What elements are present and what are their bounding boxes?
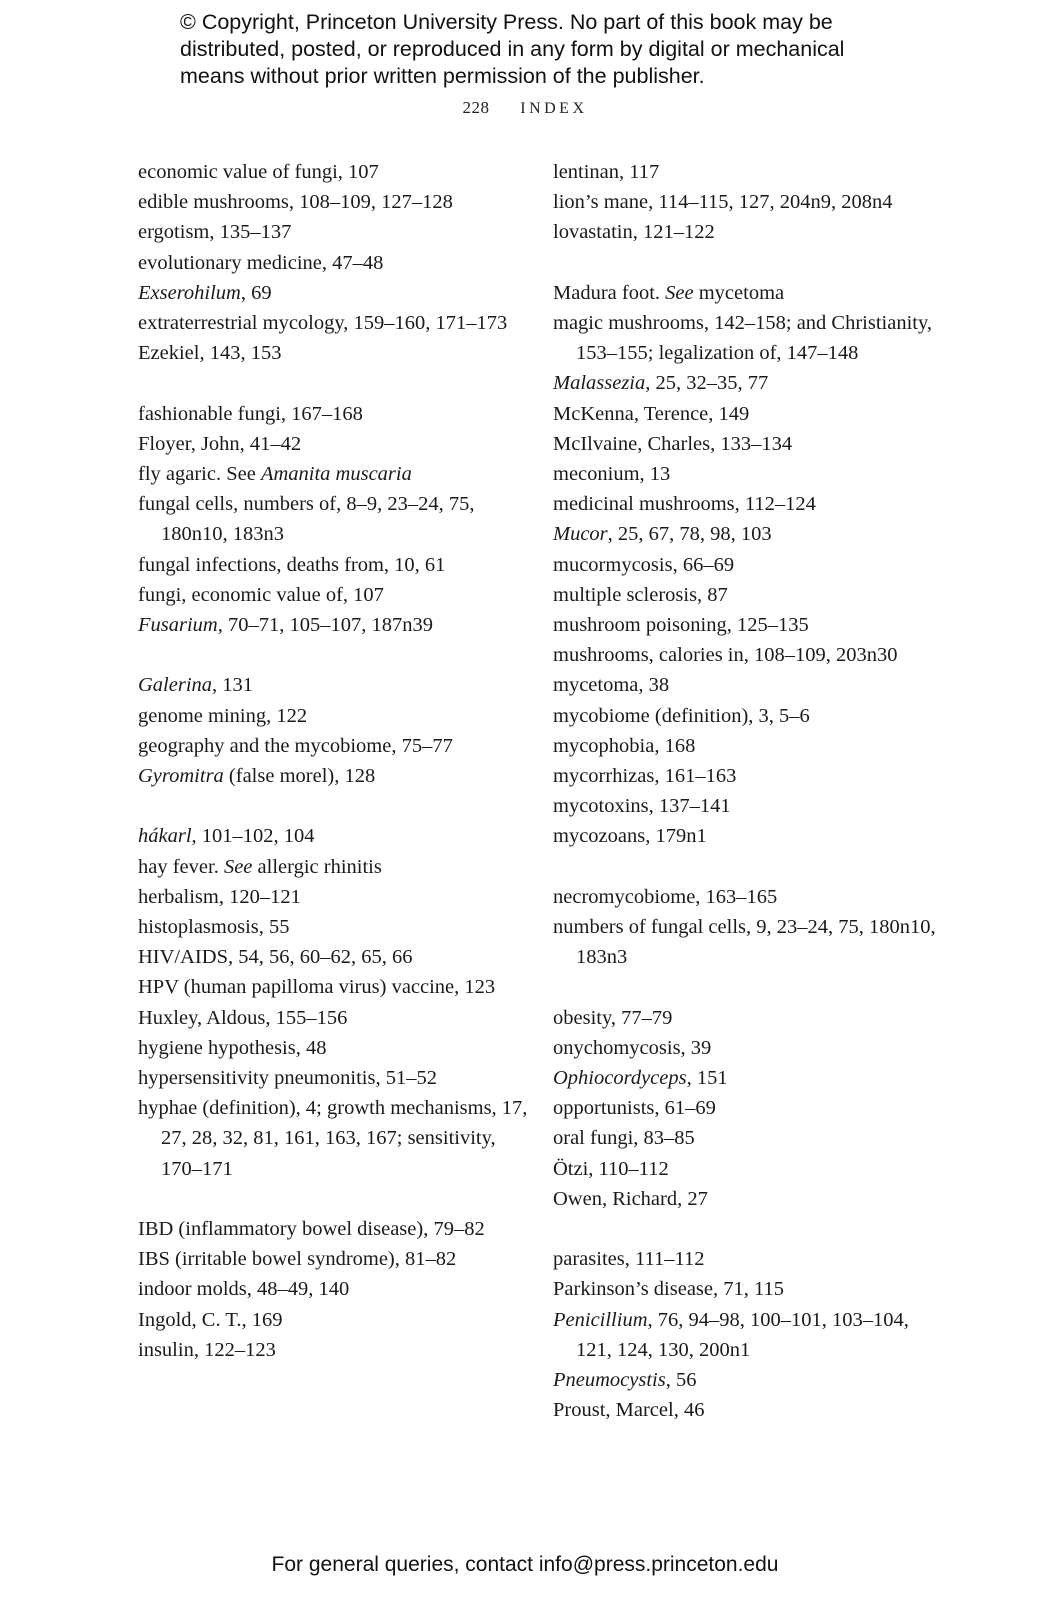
- index-entry: [553, 399, 948, 429]
- index-entry: [138, 1033, 533, 1063]
- index-entry: [138, 580, 533, 610]
- index-entry-text: Owen, Richard, 27: [553, 1187, 708, 1210]
- index-entry: [138, 942, 533, 972]
- index-entry-text: parasites, 111–112: [553, 1248, 705, 1271]
- index-entry: [553, 550, 948, 580]
- index-entry: [138, 459, 533, 489]
- index-entry: [138, 429, 533, 459]
- index-spacer: [138, 791, 533, 821]
- index-entry-text: , 25, 67, 78, 98, 103: [607, 523, 772, 546]
- index-entry: [138, 248, 533, 278]
- index-entry-text: obesity, 77–79: [553, 1006, 673, 1029]
- index-entry-text: Floyer, John, 41–42: [138, 432, 302, 455]
- index-entry: [138, 308, 533, 338]
- index-entry: [553, 791, 948, 821]
- index-entry: [553, 761, 948, 791]
- index-entry-text: opportunists, 61–69: [553, 1097, 716, 1120]
- index-entry-italic: Exserohilum: [138, 281, 241, 304]
- index-entry-text: hygiene hypothesis, 48: [138, 1036, 327, 1059]
- index-entry-text: magic mushrooms, 142–158; and Christianity, 153–155; legalization of, 147–148: [553, 312, 933, 365]
- index-entry-italic: hákarl: [138, 825, 192, 848]
- index-entry: [553, 489, 948, 519]
- index-entry-text: oral fungi, 83–85: [553, 1127, 695, 1150]
- index-spacer: [553, 1214, 948, 1244]
- index-entry-text: mycobiome (definition), 3, 5–6: [553, 704, 810, 727]
- index-entry-text: Ingold, C. T., 169: [138, 1308, 283, 1331]
- index-entry-text: Huxley, Aldous, 155–156: [138, 1006, 348, 1029]
- index-entry: [553, 157, 948, 187]
- index-entry-text: multiple sclerosis, 87: [553, 583, 728, 606]
- index-entry: [138, 972, 533, 1002]
- index-entry-italic: Amanita muscaria: [260, 463, 412, 486]
- index-entry: [553, 670, 948, 700]
- index-entry: [553, 459, 948, 489]
- index-entry-text: fungal cells, numbers of, 8–9, 23–24, 75, 180n10, 183n3: [138, 493, 475, 546]
- index-entry-text: fly agaric. See: [138, 463, 261, 486]
- index-entry: [553, 1093, 948, 1123]
- index-spacer: [138, 640, 533, 670]
- index-entry-text: IBD (inflammatory bowel disease), 79–82: [138, 1218, 485, 1241]
- index-entry-italic: Gyromitra: [138, 765, 224, 788]
- index-entry-text: McIlvaine, Charles, 133–134: [553, 432, 793, 455]
- index-entry-text: economic value of fungi, 107: [138, 161, 379, 183]
- index-entry-text: onychomycosis, 39: [553, 1036, 712, 1059]
- index-column-right: [553, 157, 948, 1425]
- index-column-left: [138, 157, 533, 1365]
- index-entry-text: fashionable fungi, 167–168: [138, 402, 363, 425]
- index-entry-text: Proust, Marcel, 46: [553, 1399, 705, 1422]
- index-entry: [138, 338, 533, 368]
- index-entry: [138, 670, 533, 700]
- contact-footer: For general queries, contact info@press.princeton.edu: [271, 1553, 779, 1576]
- index-entry: [553, 610, 948, 640]
- index-entry: [138, 1093, 533, 1184]
- index-entry-text: lovastatin, 121–122: [553, 221, 715, 244]
- index-entry-text: fungal infections, deaths from, 10, 61: [138, 553, 446, 576]
- index-entry: [553, 1033, 948, 1063]
- index-entry-text: HIV/AIDS, 54, 56, 60–62, 65, 66: [138, 946, 413, 969]
- index-entry: [553, 1395, 948, 1425]
- index-entry: [138, 187, 533, 217]
- index-entry: [553, 1184, 948, 1214]
- index-entry: [553, 882, 948, 912]
- index-entry: [553, 368, 948, 398]
- index-entry-italic: Malassezia: [553, 372, 646, 395]
- index-entry-text: McKenna, Terence, 149: [553, 402, 750, 425]
- index-entry: [553, 912, 948, 972]
- copyright-notice: © Copyright, Princeton University Press. No part of this book may be distributed, posted, or reproduced in any form by digital or mechanical means without prior written permission of the publisher.: [180, 10, 845, 88]
- index-entry: [138, 1274, 533, 1304]
- index-entry: [553, 308, 948, 368]
- index-entry-text: , 69: [240, 281, 272, 304]
- index-spacer: [138, 1184, 533, 1214]
- index-entry: [138, 1003, 533, 1033]
- index-entry-text: extraterrestrial mycology, 159–160, 171–173: [138, 312, 508, 335]
- index-entry-text: necromycobiome, 163–165: [553, 885, 778, 908]
- index-entry: [138, 399, 533, 429]
- index-entry-italic: Penicillium: [553, 1308, 648, 1331]
- index-entry: [553, 1063, 948, 1093]
- index-entry-text: , 70–71, 105–107, 187n39: [217, 614, 433, 637]
- index-entry-text: , 151: [686, 1067, 728, 1090]
- index-entry-text: hay fever.: [138, 855, 224, 878]
- index-entry-text: Ötzi, 110–112: [553, 1157, 669, 1180]
- index-entry: [553, 429, 948, 459]
- index-entry-text: , 56: [665, 1369, 697, 1392]
- index-entry-text: allergic rhinitis: [252, 855, 382, 878]
- index-entry-text: genome mining, 122: [138, 704, 308, 727]
- index-entry-italic: Ophiocordyceps: [553, 1067, 687, 1090]
- running-header: [0, 98, 1050, 118]
- index-spacer: [553, 852, 948, 882]
- index-entry: [553, 1154, 948, 1184]
- index-entry: [553, 187, 948, 217]
- index-entry: [553, 580, 948, 610]
- index-entry-italic: See: [223, 855, 253, 878]
- index-entry: [553, 731, 948, 761]
- index-entry-text: evolutionary medicine, 47–48: [138, 251, 384, 274]
- index-entry-text: insulin, 122–123: [138, 1338, 276, 1361]
- index-entry-text: mycotoxins, 137–141: [553, 795, 731, 818]
- index-entry: [138, 761, 533, 791]
- index-entry-text: mycetoma: [693, 281, 785, 304]
- index-entry-text: mycetoma, 38: [553, 674, 670, 697]
- index-entry: [138, 550, 533, 580]
- index-spacer: [138, 368, 533, 398]
- index-entry-text: Parkinson’s disease, 71, 115: [553, 1278, 784, 1301]
- index-entry-text: mushroom poisoning, 125–135: [553, 614, 809, 637]
- index-entry-text: edible mushrooms, 108–109, 127–128: [138, 191, 453, 214]
- index-spacer: [553, 248, 948, 278]
- index-entry-text: (false morel), 128: [223, 765, 376, 788]
- index-entry: [138, 701, 533, 731]
- index-entry: [553, 701, 948, 731]
- index-entry-text: Madura foot.: [553, 281, 666, 304]
- index-entry-italic: Galerina: [138, 674, 213, 697]
- index-entry-text: ergotism, 135–137: [138, 221, 292, 244]
- index-entry: [138, 1335, 533, 1365]
- index-entry-text: indoor molds, 48–49, 140: [138, 1278, 350, 1301]
- index-entry: [553, 640, 948, 670]
- index-entry: [138, 731, 533, 761]
- index-entry-text: Ezekiel, 143, 153: [138, 342, 282, 365]
- index-entry: [553, 1305, 948, 1365]
- index-entry-text: geography and the mycobiome, 75–77: [138, 734, 453, 757]
- index-entry: [553, 1365, 948, 1395]
- index-entry: [138, 852, 533, 882]
- index-entry-text: lentinan, 117: [553, 161, 660, 183]
- index-entry: [138, 489, 533, 549]
- index-entry-text: , 131: [212, 674, 254, 697]
- index-entry-text: hyphae (definition), 4; growth mechanisms, 17, 27, 28, 32, 81, 161, 163, 167; sensitivity, 170–171: [138, 1097, 528, 1180]
- index-entry: [553, 1274, 948, 1304]
- index-entry-text: histoplasmosis, 55: [138, 916, 290, 939]
- index-entry: [553, 217, 948, 247]
- index-entry-text: , 101–102, 104: [191, 825, 315, 848]
- index-spacer: [553, 972, 948, 1002]
- index-entry: [553, 1123, 948, 1153]
- index-entry: [138, 278, 533, 308]
- index-entry: [553, 519, 948, 549]
- index-entry: [138, 821, 533, 851]
- index-entry-text: hypersensitivity pneumonitis, 51–52: [138, 1067, 437, 1090]
- index-entry: [138, 1214, 533, 1244]
- index-entry: [138, 1305, 533, 1335]
- page-number: 228: [462, 98, 490, 117]
- index-entry-text: meconium, 13: [553, 463, 671, 486]
- index-entry-text: numbers of fungal cells, 9, 23–24, 75, 180n10, 183n3: [553, 916, 936, 969]
- index-entry-text: HPV (human papilloma virus) vaccine, 123: [138, 976, 496, 999]
- section-title: INDEX: [520, 100, 588, 117]
- index-entry: [138, 1244, 533, 1274]
- index-entry-text: mycorrhizas, 161–163: [553, 765, 737, 788]
- index-entry-text: mycophobia, 168: [553, 734, 696, 757]
- index-entry: [138, 912, 533, 942]
- index-entry: [138, 217, 533, 247]
- index-entry-italic: Mucor: [553, 523, 608, 546]
- index-entry: [553, 1244, 948, 1274]
- index-entry-text: mucormycosis, 66–69: [553, 553, 735, 576]
- index-entry-text: IBS (irritable bowel syndrome), 81–82: [138, 1248, 457, 1271]
- index-entry: [553, 1003, 948, 1033]
- index-entry-italic: Pneumocystis: [553, 1369, 666, 1392]
- index-entry-text: mycozoans, 179n1: [553, 825, 707, 848]
- index-entry-italic: Fusarium: [138, 614, 218, 637]
- index-entry: [138, 157, 533, 187]
- index-entry: [138, 610, 533, 640]
- index-entry-text: herbalism, 120–121: [138, 885, 301, 908]
- index-entry-text: , 25, 32–35, 77: [645, 372, 769, 395]
- index-entry: [553, 821, 948, 851]
- index-entry: [553, 278, 948, 308]
- index-entry-text: lion’s mane, 114–115, 127, 204n9, 208n4: [553, 191, 893, 214]
- index-entry-text: mushrooms, calories in, 108–109, 203n30: [553, 644, 898, 667]
- index-entry-text: medicinal mushrooms, 112–124: [553, 493, 816, 516]
- index-entry-text: , 76, 94–98, 100–101, 103–104, 121, 124, 130, 200n1: [576, 1308, 909, 1361]
- index-entry-italic: See: [665, 281, 694, 304]
- index-entry: [138, 1063, 533, 1093]
- index-entry-text: fungi, economic value of, 107: [138, 583, 384, 606]
- index-entry: [138, 882, 533, 912]
